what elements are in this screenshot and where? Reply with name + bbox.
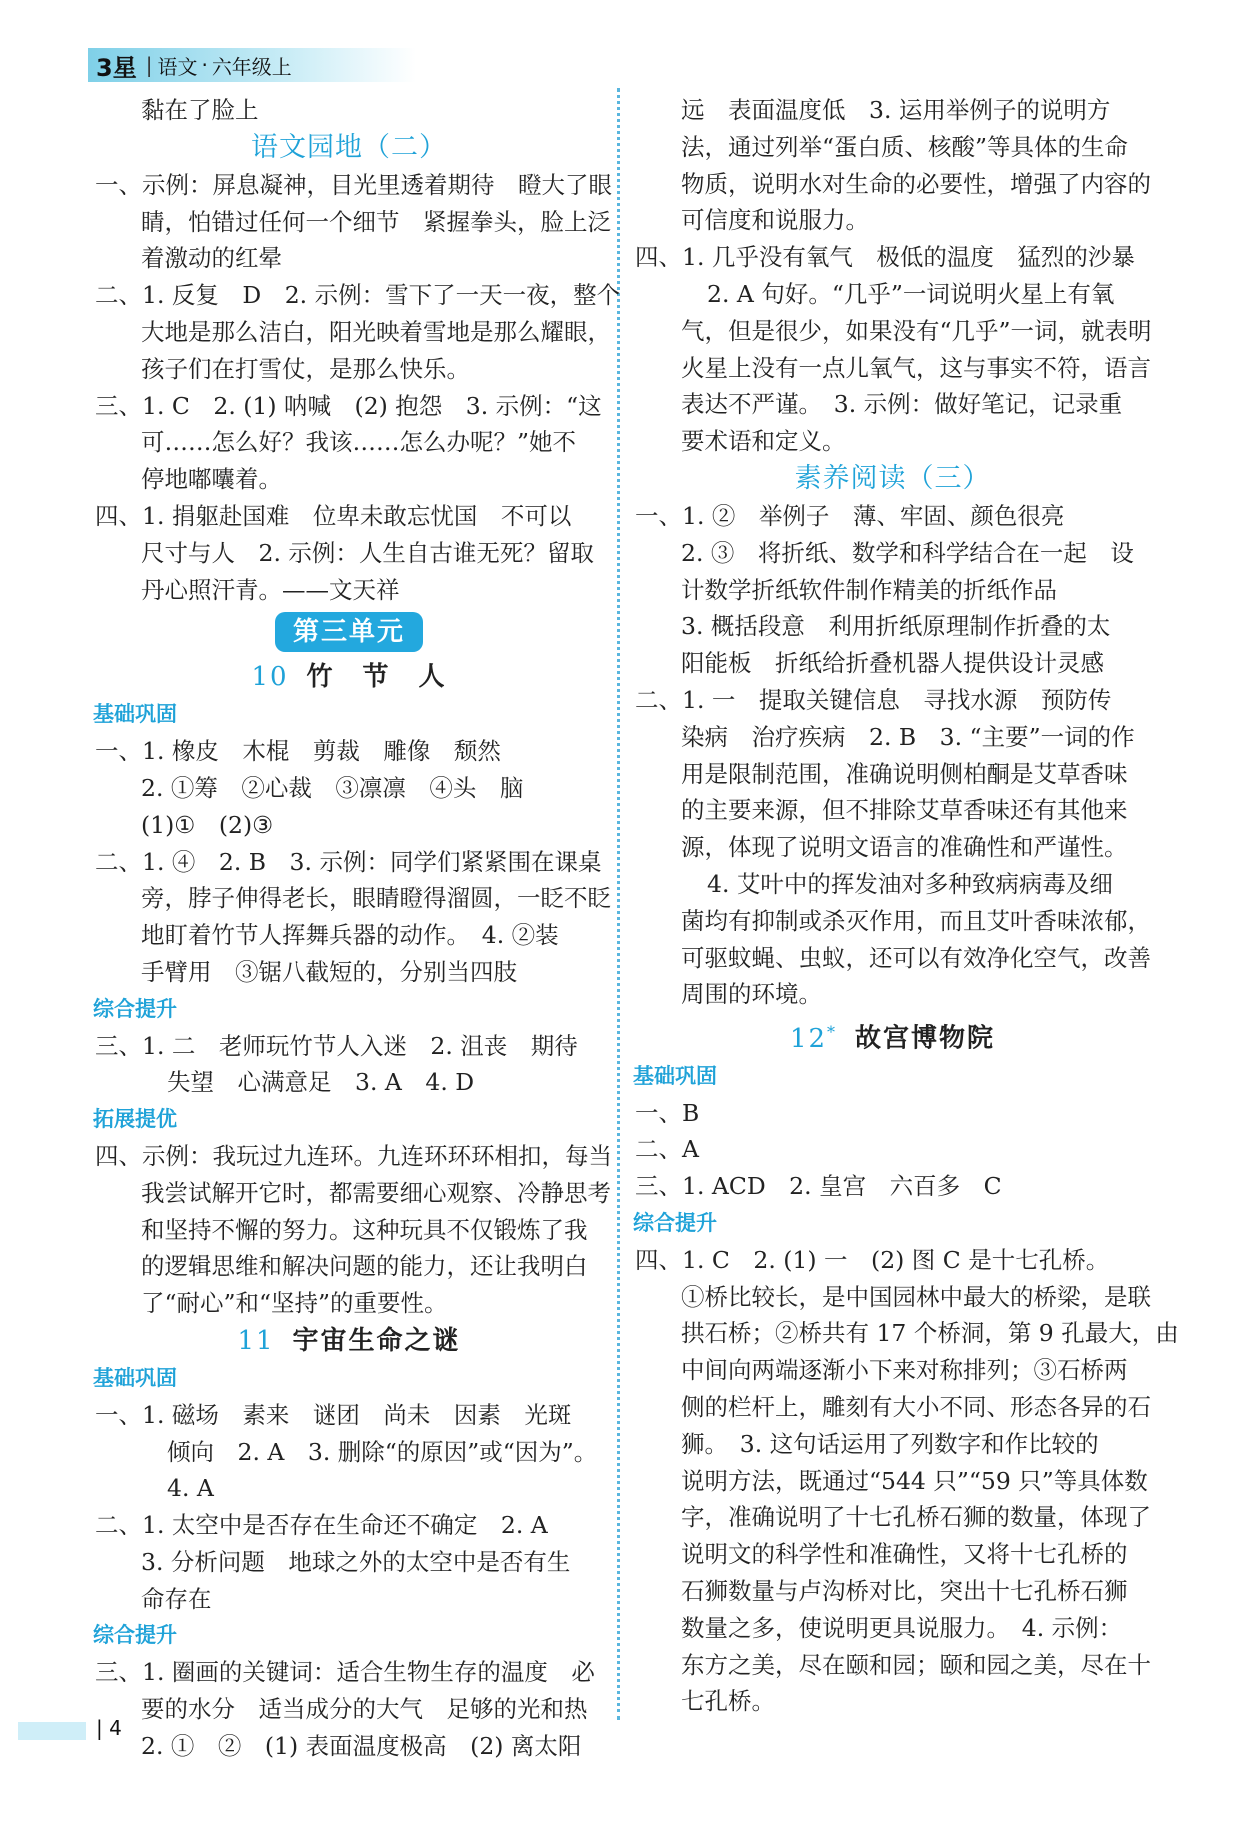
unit-banner: 第三单元	[275, 612, 423, 652]
answer-line: 三、1. 二 老师玩竹节人入迷 2. 沮丧 期待	[95, 1031, 578, 1060]
answer-line: 四、示例：我玩过九连环。九连环环环相扣，每当	[95, 1141, 612, 1170]
answer-line: 四、1. C 2. (1) 一 (2) 图 C 是十七孔桥。	[635, 1245, 1110, 1274]
answer-line: 二、1. 太空中是否存在生命还不确定 2. A	[95, 1511, 548, 1540]
answer-line: 孩子们在打雪仗，是那么快乐。	[141, 354, 470, 383]
page-header	[88, 48, 416, 82]
answer-line: 着激动的红晕	[141, 244, 282, 273]
optional-lesson-star: *	[827, 1022, 838, 1042]
answer-line: 三、1. C 2. (1) 呐喊 (2) 抱怨 3. 示例：“这	[95, 391, 602, 420]
lesson-number	[790, 1024, 837, 1054]
answer-line: 一、1. 橡皮 木棍 剪裁 雕像 颓然	[95, 737, 501, 766]
answer-line: (1)① (2)③	[141, 810, 274, 839]
answer-line: 倾向 2. A 3. 删除“的原因”或“因为”。	[167, 1437, 598, 1466]
brand-label: 3星	[96, 53, 137, 82]
left-column	[93, 92, 621, 1765]
lesson-number: 11	[237, 1325, 275, 1356]
right-column	[633, 92, 1179, 1720]
answer-line: 拱石桥；②桥共有 17 个桥洞，第 9 孔最大，由	[681, 1319, 1179, 1348]
answer-line: 的逻辑思维和解决问题的能力，还让我明白	[141, 1252, 588, 1281]
answer-line: ①桥比较长，是中国园林中最大的桥梁，是联	[681, 1282, 1151, 1311]
subsection-title: 基础巩固	[633, 1063, 717, 1088]
answer-line: 可驱蚊蝇、虫蚁，还可以有效净化空气，改善	[681, 943, 1151, 972]
answer-line: 4. A	[167, 1474, 214, 1503]
subsection-title: 拓展提优	[93, 1107, 177, 1132]
lesson-name: 宇宙生命之谜	[292, 1325, 461, 1356]
answer-line: 菌均有抑制或杀灭作用，而且艾叶香味浓郁，	[681, 906, 1151, 935]
answer-line: 四、1. 捐躯赴国难 位卑未敢忘忧国 不可以	[95, 501, 572, 530]
page-number-value: 4	[109, 1716, 122, 1740]
answer-line: 2. ① ② (1) 表面温度极高 (2) 离太阳	[141, 1731, 582, 1760]
answer-line: 了“耐心”和“坚持”的重要性。	[141, 1289, 448, 1318]
answer-line: 物质，说明水对生命的必要性，增强了内容的	[681, 169, 1151, 198]
answer-line: 二、1. 一 提取关键信息 寻找水源 预防传	[635, 685, 1112, 714]
answer-line: 二、1. ④ 2. B 3. 示例：同学们紧紧围在课桌	[95, 847, 602, 876]
answer-line: 说明方法，既通过“544 只”“59 只”等具体数	[681, 1466, 1148, 1495]
answer-line: 2. ③ 将折纸、数学和科学结合在一起 设	[681, 538, 1134, 567]
answer-line: 失望 心满意足 3. A 4. D	[167, 1068, 475, 1097]
answer-line: 二、1. 反复 D 2. 示例：雪下了一天一夜，整个	[95, 281, 621, 310]
answer-line: 丹心照汗青。——文天祥	[141, 575, 400, 604]
unit-banner-wrap	[95, 608, 603, 658]
subsection-title: 综合提升	[93, 996, 177, 1021]
answer-line: 二、A	[635, 1135, 699, 1164]
answer-line: 数量之多，使说明更具说服力。 4. 示例：	[681, 1613, 1123, 1642]
lesson-title-10	[95, 658, 603, 696]
answer-line: 表达不严谨。 3. 示例：做好笔记，记录重	[681, 390, 1123, 419]
answer-line: 远 表面温度低 3. 运用举例子的说明方	[681, 96, 1111, 124]
answer-line: 侧的栏杆上，雕刻有大小不同、形态各异的石	[681, 1392, 1151, 1421]
lesson-name: 故宫博物院	[855, 1023, 996, 1054]
subsection-title: 基础巩固	[93, 1365, 177, 1390]
lesson-number: 10	[251, 662, 289, 693]
subject-label: 语文	[157, 54, 198, 79]
answer-line: 旁，脖子伸得老长，眼睛瞪得溜圆，一眨不眨	[141, 884, 611, 913]
answer-line: 2. ①筹 ②心裁 ③凛凛 ④头 脑	[141, 773, 524, 802]
answer-line: 法，通过列举“蛋白质、核酸”等具体的生命	[681, 132, 1129, 161]
answer-line: 源，体现了说明文语言的准确性和严谨性。	[681, 833, 1128, 862]
answer-line: 可信度和说服力。	[681, 206, 869, 235]
answer-line: 大地是那么洁白，阳光映着雪地是那么耀眼，	[141, 317, 611, 346]
answer-line: 中间向两端逐渐小下来对称排列；③石桥两	[681, 1356, 1128, 1385]
answer-line: 尺寸与人 2. 示例：人生自古谁无死？留取	[141, 538, 594, 567]
answer-line: 三、1. 圈画的关键词：适合生物生存的温度 必	[95, 1658, 595, 1687]
lesson-name: 竹 节 人	[306, 662, 447, 693]
answer-line: 3. 分析问题 地球之外的太空中是否有生	[141, 1547, 571, 1576]
answer-line: 黏在了脸上	[141, 96, 259, 124]
answer-line: 的主要来源，但不排除艾草香味还有其他来	[681, 796, 1128, 825]
lesson-title-12	[635, 1013, 1150, 1058]
answer-line: 4. 艾叶中的挥发油对多种致病病毒及细	[707, 869, 1113, 898]
answer-line: 和坚持不懈的努力。这种玩具不仅锻炼了我	[141, 1215, 588, 1244]
answer-line: 一、示例：屏息凝神，目光里透着期待 瞪大了眼	[95, 170, 612, 199]
answer-line: 三、1. ACD 2. 皇宫 六百多 C	[635, 1172, 1002, 1201]
answer-line: 狮。 3. 这句话运用了列数字和作比较的	[681, 1429, 1099, 1458]
subsection-title: 基础巩固	[93, 702, 177, 727]
header-separator: |	[145, 53, 153, 77]
answer-line: 火星上没有一点儿氧气，这与事实不符，语言	[681, 353, 1151, 382]
answer-line: 我尝试解开它时，都需要细心观察、冷静思考	[141, 1178, 611, 1207]
answer-line: 阳能板 折纸给折叠机器人提供设计灵感	[681, 649, 1104, 678]
subsection-title: 综合提升	[633, 1210, 717, 1235]
answer-line: 要术语和定义。	[681, 427, 846, 456]
answer-line: 用是限制范围，准确说明侧柏酮是艾草香味	[681, 759, 1128, 788]
answer-line: 停地嘟囔着。	[141, 465, 282, 494]
answer-line: 命存在	[141, 1584, 212, 1613]
answer-line: 气，但是很少，如果没有“几乎”一词，就表明	[681, 316, 1152, 345]
answer-line: 要的水分 适当成分的大气 足够的光和热	[141, 1695, 588, 1724]
answer-line: 染病 治疗疾病 2. B 3. “主要”一词的作	[681, 722, 1135, 751]
answer-line: 3. 概括段意 利用折纸原理制作折叠的太	[681, 612, 1111, 641]
answer-line: 字，准确说明了十七孔桥石狮的数量，体现了	[681, 1503, 1151, 1532]
answer-line: 说明文的科学性和准确性，又将十七孔桥的	[681, 1540, 1128, 1569]
lesson-title-11	[95, 1322, 603, 1360]
answer-line: 一、B	[635, 1098, 700, 1127]
answer-line: 可……怎么好？我该……怎么办呢？”她不	[141, 428, 577, 457]
section-title-yuwen-yuandi: 语文园地（二）	[251, 131, 447, 163]
answer-line: 东方之美，尽在颐和园；颐和园之美，尽在十	[681, 1650, 1151, 1679]
column-divider	[617, 88, 620, 1720]
lesson-number-text: 12	[789, 1023, 828, 1054]
answer-line: 2. A 句好。“几乎”一词说明火星上有氧	[707, 279, 1115, 308]
answer-line: 计数学折纸软件制作精美的折纸作品	[681, 575, 1057, 604]
footer-bar	[18, 1722, 86, 1740]
answer-line: 一、1. 磁场 素来 谜团 尚未 因素 光斑	[95, 1400, 572, 1429]
answer-line: 石狮数量与卢沟桥对比，突出十七孔桥石狮	[681, 1576, 1128, 1605]
answer-line: 周围的环境。	[681, 980, 822, 1009]
answer-line: 地盯着竹节人挥舞兵器的动作。 4. ②装	[141, 921, 559, 950]
answer-line: 一、1. ② 举例子 薄、牢固、颜色很亮	[635, 501, 1065, 530]
page-number: | 4	[96, 1716, 122, 1740]
section-title-suyang-yuedu: 素养阅读（三）	[794, 462, 991, 494]
header-dot: ·	[201, 53, 208, 77]
answer-line: 四、1. 几乎没有氧气 极低的温度 猛烈的沙暴	[635, 243, 1135, 272]
answer-line: 手臂用 ③锯八截短的，分别当四肢	[141, 957, 517, 986]
grade-label: 六年级上	[211, 54, 292, 79]
answer-line: 七孔桥。	[681, 1687, 775, 1716]
answer-line: 睛，怕错过任何一个细节 紧握拳头，脸上泛	[141, 207, 611, 236]
subsection-title: 综合提升	[93, 1623, 177, 1648]
